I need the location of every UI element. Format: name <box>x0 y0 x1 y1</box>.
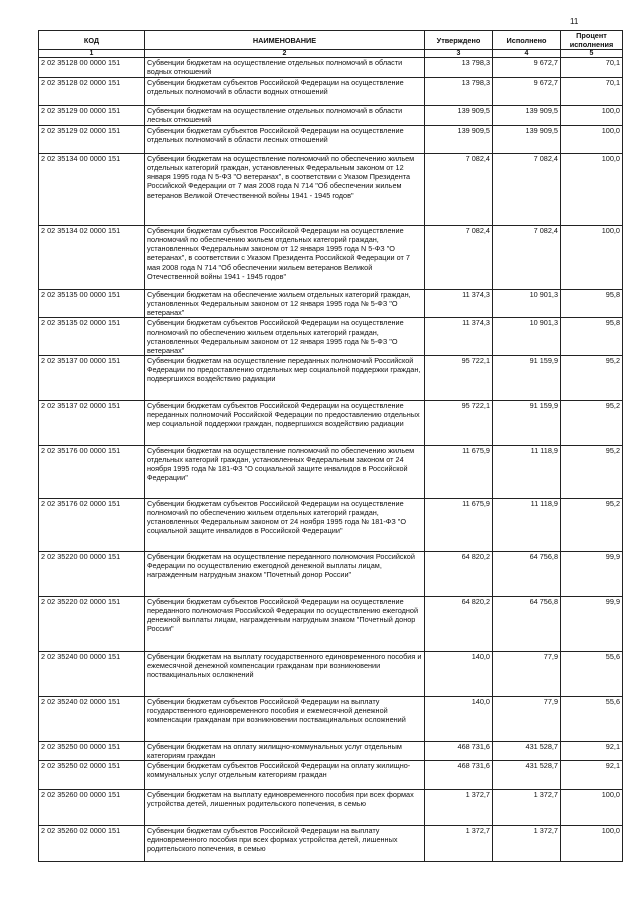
code-cell: 2 02 35250 00 0000 151 <box>39 741 145 760</box>
name-cell: Субвенции бюджетам субъектов Российской Федерации на оплату жилищно-коммунальных услуг отдельным категориям граждан <box>145 761 425 790</box>
name-cell: Субвенции бюджетам субъектов Российской Федерации на осуществление отдельных полномочий в области водных отношений <box>145 78 425 106</box>
executed-cell: 77,9 <box>493 651 561 696</box>
header-approved: Утверждено <box>425 31 493 50</box>
name-cell: Субвенции бюджетам на обеспечение жильем отдельных категорий граждан, установленных Федеральным законом от 12 января 1995 года № 5-ФЗ "О ветеранах" <box>145 290 425 318</box>
table-row <box>39 741 623 760</box>
executed-cell: 7 082,4 <box>493 226 561 290</box>
name-cell: Субвенции бюджетам субъектов Российской Федерации на выплату единовременного пособия при всех формах устройства детей, лишенных родительского попечения, в семью <box>145 826 425 862</box>
page-number: 11 <box>570 17 579 26</box>
percent-cell: 100,0 <box>561 226 623 290</box>
executed-cell: 7 082,4 <box>493 154 561 226</box>
percent-cell: 70,1 <box>561 78 623 106</box>
approved-cell: 95 722,1 <box>425 355 493 400</box>
name-cell: Субвенции бюджетам субъектов Российской Федерации на выплату государственного единовременного пособия и ежемесячной денежной компенсации гражданам при возникновении поствакцинальных осложнений <box>145 696 425 741</box>
table-row <box>39 318 623 355</box>
percent-cell: 100,0 <box>561 154 623 226</box>
code-cell: 2 02 35135 00 0000 151 <box>39 290 145 318</box>
header-code: КОД <box>39 31 145 50</box>
executed-cell: 1 372,7 <box>493 826 561 862</box>
approved-cell: 64 820,2 <box>425 551 493 596</box>
executed-cell: 10 901,3 <box>493 290 561 318</box>
table-row <box>39 400 623 445</box>
name-cell: Субвенции бюджетам на выплату единовременного пособия при всех формах устройства детей, лишенных родительского попечения, в семью <box>145 790 425 826</box>
table-row <box>39 551 623 596</box>
approved-cell: 64 820,2 <box>425 596 493 651</box>
executed-cell: 431 528,7 <box>493 761 561 790</box>
code-cell: 2 02 35128 02 0000 151 <box>39 78 145 106</box>
percent-cell: 100,0 <box>561 826 623 862</box>
name-cell: Субвенции бюджетам на осуществление отдельных полномочий в области водных отношений <box>145 58 425 78</box>
code-cell: 2 02 35240 02 0000 151 <box>39 696 145 741</box>
table-row <box>39 790 623 826</box>
executed-cell: 431 528,7 <box>493 741 561 760</box>
header-percent: Процент исполнения <box>561 31 623 50</box>
approved-cell: 140,0 <box>425 696 493 741</box>
table-row <box>39 696 623 741</box>
percent-cell: 70,1 <box>561 58 623 78</box>
percent-cell: 55,6 <box>561 696 623 741</box>
code-cell: 2 02 35129 00 0000 151 <box>39 106 145 126</box>
percent-cell: 95,8 <box>561 290 623 318</box>
code-cell: 2 02 35135 02 0000 151 <box>39 318 145 355</box>
approved-cell: 11 374,3 <box>425 318 493 355</box>
executed-cell: 9 672,7 <box>493 78 561 106</box>
code-cell: 2 02 35137 00 0000 151 <box>39 355 145 400</box>
code-cell: 2 02 35260 00 0000 151 <box>39 790 145 826</box>
percent-cell: 92,1 <box>561 741 623 760</box>
table-row <box>39 651 623 696</box>
name-cell: Субвенции бюджетам на осуществление полномочий по обеспечению жильем отдельных категорий граждан, установленных Федеральным законом от 12 января 1995 года N 5-ФЗ "О ветеранах", в соответствии с Указом Президента Российской Федерации от 7 мая 2008 года N 714 "Об обеспечении жильем ветеранов Великой Отечественной войны 1941 - 1945 годов" <box>145 154 425 226</box>
name-cell: Субвенции бюджетам на осуществление отдельных полномочий в области лесных отношений <box>145 106 425 126</box>
executed-cell: 139 909,5 <box>493 106 561 126</box>
table-row <box>39 290 623 318</box>
executed-cell: 139 909,5 <box>493 126 561 154</box>
name-cell: Субвенции бюджетам субъектов Российской Федерации на осуществление отдельных полномочий в области лесных отношений <box>145 126 425 154</box>
percent-cell: 99,9 <box>561 596 623 651</box>
code-cell: 2 02 35220 00 0000 151 <box>39 551 145 596</box>
table-row <box>39 58 623 78</box>
column-number-row <box>39 50 623 58</box>
name-cell: Субвенции бюджетам на осуществление переданного полномочия Российской Федерации по осуществлению ежегодной денежной выплаты лицам, награжденным нагрудным знаком "Почетный донор России" <box>145 551 425 596</box>
percent-cell: 100,0 <box>561 126 623 154</box>
column-number: 3 <box>425 50 493 58</box>
executed-cell: 1 372,7 <box>493 790 561 826</box>
approved-cell: 11 374,3 <box>425 290 493 318</box>
name-cell: Субвенции бюджетам субъектов Российской Федерации на осуществление полномочий по обеспечению жильем отдельных категорий граждан, установленных Федеральным законом от 24 ноября 1995 года № 181-ФЗ "О социальной защите инвалидов в Российской Федерации" <box>145 498 425 551</box>
code-cell: 2 02 35240 00 0000 151 <box>39 651 145 696</box>
percent-cell: 95,8 <box>561 318 623 355</box>
percent-cell: 95,2 <box>561 498 623 551</box>
header-row <box>39 31 623 50</box>
name-cell: Субвенции бюджетам субъектов Российской Федерации на осуществление переданных полномочий Российской Федерации по предоставлению отдельных мер социальной поддержки граждан, подвергшихся воздействию радиации <box>145 400 425 445</box>
table-row <box>39 445 623 498</box>
executed-cell: 91 159,9 <box>493 400 561 445</box>
approved-cell: 95 722,1 <box>425 400 493 445</box>
name-cell: Субвенции бюджетам на осуществление полномочий по обеспечению жильем отдельных категорий граждан, установленных Федеральным законом от 24 ноября 1995 года № 181-ФЗ "О социальной защите инвалидов в Российской Федерации" <box>145 445 425 498</box>
table-row <box>39 78 623 106</box>
executed-cell: 64 756,8 <box>493 551 561 596</box>
name-cell: Субвенции бюджетам субъектов Российской Федерации на осуществление полномочий по обеспечению жильем отдельных категорий граждан, установленных Федеральным законом от 12 января 1995 года № 5-ФЗ "О ветеранах" <box>145 318 425 355</box>
code-cell: 2 02 35176 02 0000 151 <box>39 498 145 551</box>
approved-cell: 468 731,6 <box>425 761 493 790</box>
executed-cell: 10 901,3 <box>493 318 561 355</box>
table-row <box>39 498 623 551</box>
table-row <box>39 355 623 400</box>
code-cell: 2 02 35176 00 0000 151 <box>39 445 145 498</box>
approved-cell: 13 798,3 <box>425 78 493 106</box>
header-name: НАИМЕНОВАНИЕ <box>145 31 425 50</box>
table-row <box>39 106 623 126</box>
percent-cell: 92,1 <box>561 761 623 790</box>
name-cell: Субвенции бюджетам субъектов Российской Федерации на осуществление переданного полномочия Российской Федерации по осуществлению ежегодной денежной выплаты лицам, награжденным нагрудным знаком "Почетный донор России" <box>145 596 425 651</box>
percent-cell: 99,9 <box>561 551 623 596</box>
column-number: 1 <box>39 50 145 58</box>
code-cell: 2 02 35260 02 0000 151 <box>39 826 145 862</box>
code-cell: 2 02 35137 02 0000 151 <box>39 400 145 445</box>
code-cell: 2 02 35128 00 0000 151 <box>39 58 145 78</box>
code-cell: 2 02 35134 02 0000 151 <box>39 226 145 290</box>
table-row <box>39 761 623 790</box>
approved-cell: 7 082,4 <box>425 154 493 226</box>
budget-execution-table <box>38 30 623 862</box>
percent-cell: 95,2 <box>561 355 623 400</box>
percent-cell: 95,2 <box>561 400 623 445</box>
code-cell: 2 02 35134 00 0000 151 <box>39 154 145 226</box>
approved-cell: 1 372,7 <box>425 790 493 826</box>
executed-cell: 9 672,7 <box>493 58 561 78</box>
table-body <box>39 58 623 862</box>
executed-cell: 77,9 <box>493 696 561 741</box>
name-cell: Субвенции бюджетам на выплату государственного единовременного пособия и ежемесячной денежной компенсации гражданам при возникновении поствакцинальных осложнений <box>145 651 425 696</box>
executed-cell: 91 159,9 <box>493 355 561 400</box>
column-number: 5 <box>561 50 623 58</box>
approved-cell: 468 731,6 <box>425 741 493 760</box>
percent-cell: 100,0 <box>561 106 623 126</box>
name-cell: Субвенции бюджетам субъектов Российской Федерации на осуществление полномочий по обеспечению жильем отдельных категорий граждан, установленных Федеральным законом от 12 января 1995 года N 5-ФЗ "О ветеранах", в соответствии с Указом Президента Российской Федерации от 7 мая 2008 года N 714 "Об обеспечении жильем ветеранов Великой Отечественной войны 1941 - 1945 годов" <box>145 226 425 290</box>
code-cell: 2 02 35250 02 0000 151 <box>39 761 145 790</box>
percent-cell: 95,2 <box>561 445 623 498</box>
approved-cell: 140,0 <box>425 651 493 696</box>
executed-cell: 11 118,9 <box>493 498 561 551</box>
approved-cell: 11 675,9 <box>425 445 493 498</box>
approved-cell: 13 798,3 <box>425 58 493 78</box>
name-cell: Субвенции бюджетам на оплату жилищно-коммунальных услуг отдельным категориям граждан <box>145 741 425 760</box>
approved-cell: 1 372,7 <box>425 826 493 862</box>
table-row <box>39 126 623 154</box>
code-cell: 2 02 35220 02 0000 151 <box>39 596 145 651</box>
table-row <box>39 826 623 862</box>
column-number: 4 <box>493 50 561 58</box>
header-executed: Исполнено <box>493 31 561 50</box>
approved-cell: 139 909,5 <box>425 126 493 154</box>
code-cell: 2 02 35129 02 0000 151 <box>39 126 145 154</box>
executed-cell: 11 118,9 <box>493 445 561 498</box>
table-row <box>39 226 623 290</box>
approved-cell: 7 082,4 <box>425 226 493 290</box>
table-row <box>39 596 623 651</box>
column-number: 2 <box>145 50 425 58</box>
name-cell: Субвенции бюджетам на осуществление переданных полномочий Российской Федерации по предоставлению отдельных мер социальной поддержки граждан, подвергшихся воздействию радиации <box>145 355 425 400</box>
executed-cell: 64 756,8 <box>493 596 561 651</box>
percent-cell: 55,6 <box>561 651 623 696</box>
approved-cell: 139 909,5 <box>425 106 493 126</box>
percent-cell: 100,0 <box>561 790 623 826</box>
table-row <box>39 154 623 226</box>
approved-cell: 11 675,9 <box>425 498 493 551</box>
